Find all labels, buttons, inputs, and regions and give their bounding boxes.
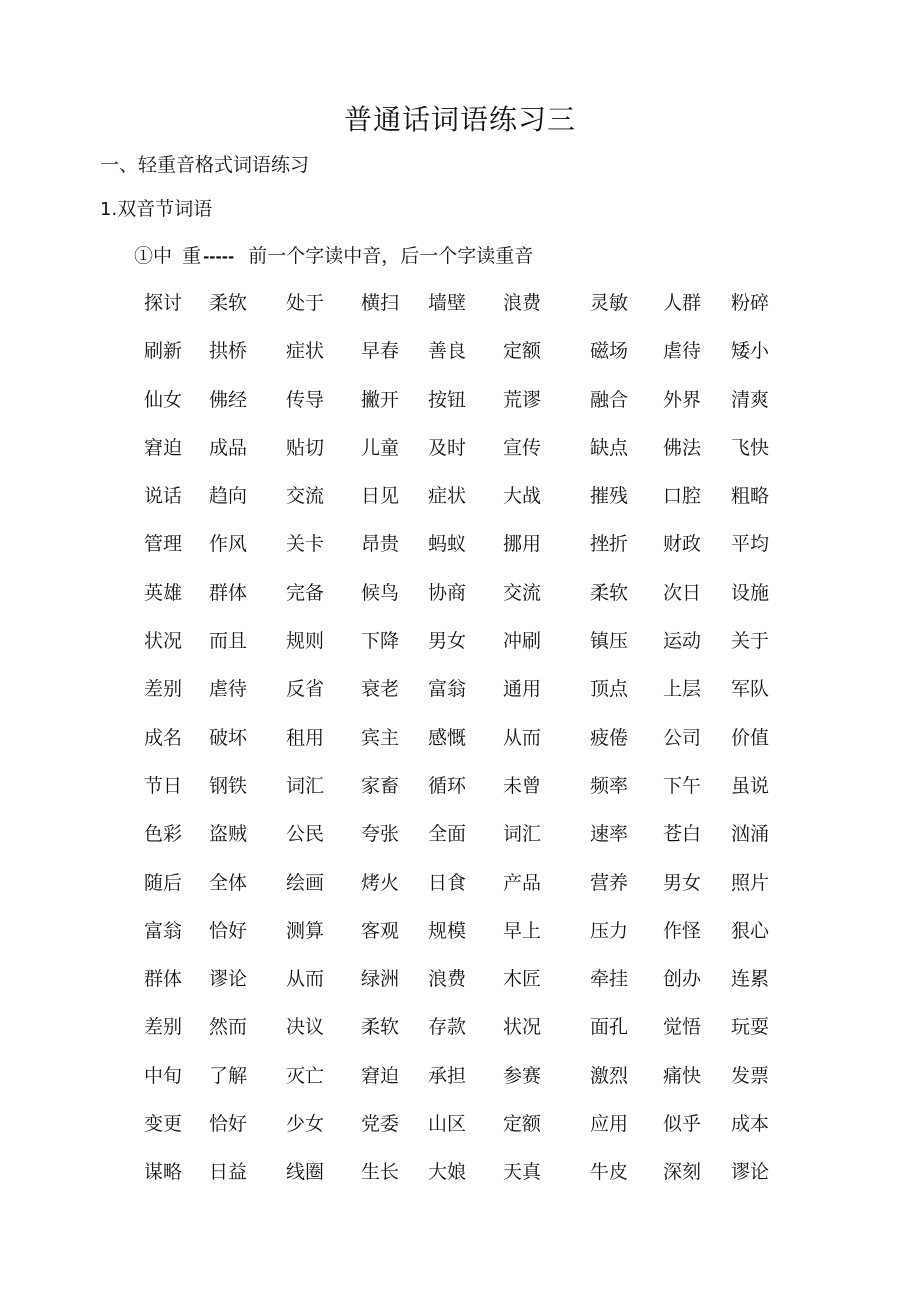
word-item: 成本 bbox=[731, 1113, 770, 1136]
word-item: 决议 bbox=[286, 1016, 325, 1039]
word-item: 下降 bbox=[361, 630, 400, 653]
word-row bbox=[0, 481, 920, 529]
word-item: 顶点 bbox=[590, 678, 629, 701]
word-item: 人群 bbox=[663, 292, 702, 314]
word-item: 创办 bbox=[663, 968, 702, 991]
word-item: 大战 bbox=[503, 485, 542, 508]
word-item: 未曾 bbox=[503, 774, 542, 797]
word-item: 男女 bbox=[663, 871, 702, 894]
word-item: 反省 bbox=[286, 678, 325, 701]
pattern-marker: ①中 bbox=[134, 245, 173, 267]
word-row bbox=[0, 385, 920, 433]
word-item: 恰好 bbox=[209, 1113, 248, 1136]
word-item: 钢铁 bbox=[209, 774, 248, 797]
word-item: 外界 bbox=[663, 388, 702, 411]
word-item: 痛快 bbox=[663, 1064, 702, 1087]
word-item: 夸张 bbox=[361, 823, 400, 846]
word-item: 粉碎 bbox=[731, 292, 770, 314]
word-item: 玩耍 bbox=[731, 1016, 770, 1039]
word-item: 矮小 bbox=[731, 340, 770, 363]
pattern-description: 前一个字读中音，后一个字读重音 bbox=[248, 245, 534, 267]
word-item: 柔软 bbox=[590, 581, 629, 604]
word-item: 刷新 bbox=[144, 340, 183, 363]
word-item: 照片 bbox=[731, 871, 770, 894]
word-item: 词汇 bbox=[286, 774, 325, 797]
word-item: 墙壁 bbox=[428, 292, 467, 314]
word-item: 狠心 bbox=[731, 919, 770, 942]
subsection-heading bbox=[100, 194, 212, 225]
word-item: 缺点 bbox=[590, 436, 629, 459]
word-item: 承担 bbox=[428, 1064, 467, 1087]
word-item: 谬论 bbox=[209, 968, 248, 991]
word-item: 公民 bbox=[286, 823, 325, 846]
word-item: 飞快 bbox=[731, 436, 770, 459]
word-item: 趋向 bbox=[209, 485, 248, 508]
word-item: 汹涌 bbox=[731, 823, 770, 846]
word-item: 绘画 bbox=[286, 871, 325, 894]
word-item: 产品 bbox=[503, 871, 542, 894]
word-item: 柔软 bbox=[361, 1016, 400, 1039]
word-item: 感慨 bbox=[428, 726, 467, 749]
word-item: 关于 bbox=[731, 630, 770, 653]
word-item: 党委 bbox=[361, 1113, 400, 1136]
word-item: 挫折 bbox=[590, 533, 629, 556]
word-item: 生长 bbox=[361, 1161, 400, 1184]
word-item: 深刻 bbox=[663, 1161, 702, 1184]
word-item: 价值 bbox=[731, 726, 770, 749]
word-item: 财政 bbox=[663, 533, 702, 556]
word-item: 成品 bbox=[209, 436, 248, 459]
word-item: 粗略 bbox=[731, 485, 770, 508]
word-row bbox=[0, 1109, 920, 1157]
word-item: 成名 bbox=[144, 726, 183, 749]
word-item: 连累 bbox=[731, 968, 770, 991]
word-item: 词汇 bbox=[503, 823, 542, 846]
word-item: 恰好 bbox=[209, 919, 248, 942]
word-row bbox=[0, 1157, 920, 1205]
word-item: 及时 bbox=[428, 436, 467, 459]
word-item: 交流 bbox=[503, 581, 542, 604]
word-item: 横扫 bbox=[361, 292, 400, 314]
word-item: 设施 bbox=[731, 581, 770, 604]
word-item: 柔软 bbox=[209, 292, 248, 314]
word-item: 少女 bbox=[286, 1113, 325, 1136]
word-item: 疲倦 bbox=[590, 726, 629, 749]
word-item: 灵敏 bbox=[590, 292, 629, 314]
word-item: 烤火 bbox=[361, 871, 400, 894]
word-item: 佛经 bbox=[209, 388, 248, 411]
word-item: 镇压 bbox=[590, 630, 629, 653]
word-item: 早上 bbox=[503, 919, 542, 942]
word-item: 了解 bbox=[209, 1064, 248, 1087]
word-item: 而且 bbox=[209, 630, 248, 653]
subsection-label: 双音节词语 bbox=[117, 198, 213, 220]
word-item: 候鸟 bbox=[361, 581, 400, 604]
word-item: 日食 bbox=[428, 871, 467, 894]
word-item: 说话 bbox=[144, 485, 183, 508]
word-item: 谬论 bbox=[731, 1161, 770, 1184]
word-row bbox=[0, 1012, 920, 1060]
word-row bbox=[0, 868, 920, 916]
word-item: 富翁 bbox=[144, 919, 183, 942]
word-item: 口腔 bbox=[663, 485, 702, 508]
word-item: 从而 bbox=[503, 726, 542, 749]
word-item: 拱桥 bbox=[209, 340, 248, 363]
word-item: 日见 bbox=[361, 485, 400, 508]
word-row bbox=[0, 433, 920, 481]
word-item: 摧残 bbox=[590, 485, 629, 508]
word-item: 军队 bbox=[731, 678, 770, 701]
word-item: 全面 bbox=[428, 823, 467, 846]
word-item: 山区 bbox=[428, 1113, 467, 1136]
word-item: 通用 bbox=[503, 678, 542, 701]
page-title: 普通话词语练习三 bbox=[343, 103, 576, 136]
stress-pattern-line bbox=[134, 241, 533, 272]
word-item: 清爽 bbox=[731, 388, 770, 411]
word-item: 虽说 bbox=[731, 774, 770, 797]
subsection-number: 1. bbox=[100, 199, 118, 220]
word-item: 绿洲 bbox=[361, 968, 400, 991]
word-item: 挪用 bbox=[503, 533, 542, 556]
word-item: 传导 bbox=[286, 388, 325, 411]
word-item: 租用 bbox=[286, 726, 325, 749]
word-item: 公司 bbox=[663, 726, 702, 749]
word-item: 作怪 bbox=[663, 919, 702, 942]
word-row bbox=[0, 288, 920, 336]
word-item: 规则 bbox=[286, 630, 325, 653]
word-row bbox=[0, 819, 920, 867]
word-item: 然而 bbox=[209, 1016, 248, 1039]
word-item: 压力 bbox=[590, 919, 629, 942]
word-item: 定额 bbox=[503, 340, 542, 363]
word-item: 按钮 bbox=[428, 388, 467, 411]
word-item: 测算 bbox=[286, 919, 325, 942]
word-item: 蚂蚁 bbox=[428, 533, 467, 556]
word-item: 牛皮 bbox=[590, 1161, 629, 1184]
word-item: 激烈 bbox=[590, 1064, 629, 1087]
word-item: 差别 bbox=[144, 678, 183, 701]
word-item: 苍白 bbox=[663, 823, 702, 846]
word-item: 谋略 bbox=[144, 1161, 183, 1184]
word-row bbox=[0, 916, 920, 964]
word-item: 客观 bbox=[361, 919, 400, 942]
word-item: 似乎 bbox=[663, 1113, 702, 1136]
word-row bbox=[0, 964, 920, 1012]
word-item: 牵挂 bbox=[590, 968, 629, 991]
word-item: 交流 bbox=[286, 485, 325, 508]
word-item: 磁场 bbox=[590, 340, 629, 363]
word-item: 应用 bbox=[590, 1113, 629, 1136]
word-item: 虐待 bbox=[209, 678, 248, 701]
word-item: 天真 bbox=[503, 1161, 542, 1184]
word-item: 次日 bbox=[663, 581, 702, 604]
word-item: 运动 bbox=[663, 630, 702, 653]
section-heading: 一、轻重音格式词语练习 bbox=[100, 154, 310, 176]
word-item: 色彩 bbox=[144, 823, 183, 846]
word-item: 存款 bbox=[428, 1016, 467, 1039]
word-item: 破坏 bbox=[209, 726, 248, 749]
word-item: 大娘 bbox=[428, 1161, 467, 1184]
word-item: 群体 bbox=[209, 581, 248, 604]
pattern-dash: ----- bbox=[203, 248, 235, 266]
word-row bbox=[0, 529, 920, 577]
word-item: 贴切 bbox=[286, 436, 325, 459]
word-item: 面孔 bbox=[590, 1016, 629, 1039]
word-item: 从而 bbox=[286, 968, 325, 991]
word-item: 仙女 bbox=[144, 388, 183, 411]
word-item: 儿童 bbox=[361, 436, 400, 459]
word-item: 冲刷 bbox=[503, 630, 542, 653]
word-item: 男女 bbox=[428, 630, 467, 653]
word-row bbox=[0, 578, 920, 626]
word-item: 节日 bbox=[144, 774, 183, 797]
word-item: 木匠 bbox=[503, 968, 542, 991]
word-item: 窘迫 bbox=[361, 1064, 400, 1087]
word-item: 虐待 bbox=[663, 340, 702, 363]
word-item: 日益 bbox=[209, 1161, 248, 1184]
word-item: 英雄 bbox=[144, 581, 183, 604]
word-item: 家畜 bbox=[361, 774, 400, 797]
word-item: 参赛 bbox=[503, 1064, 542, 1087]
word-row bbox=[0, 771, 920, 819]
word-row bbox=[0, 674, 920, 722]
word-practice-grid bbox=[0, 288, 920, 1206]
word-item: 定额 bbox=[503, 1113, 542, 1136]
word-item: 管理 bbox=[144, 533, 183, 556]
word-row bbox=[0, 1061, 920, 1109]
word-item: 线圈 bbox=[286, 1161, 325, 1184]
word-item: 撇开 bbox=[361, 388, 400, 411]
word-item: 灭亡 bbox=[286, 1064, 325, 1087]
word-item: 变更 bbox=[144, 1113, 183, 1136]
word-item: 规模 bbox=[428, 919, 467, 942]
word-item: 昂贵 bbox=[361, 533, 400, 556]
word-item: 症状 bbox=[428, 485, 467, 508]
word-item: 浪费 bbox=[428, 968, 467, 991]
word-item: 荒谬 bbox=[503, 388, 542, 411]
word-item: 全体 bbox=[209, 871, 248, 894]
word-item: 宣传 bbox=[503, 436, 542, 459]
word-item: 差别 bbox=[144, 1016, 183, 1039]
word-item: 随后 bbox=[144, 871, 183, 894]
word-item: 群体 bbox=[144, 968, 183, 991]
word-item: 营养 bbox=[590, 871, 629, 894]
word-item: 速率 bbox=[590, 823, 629, 846]
word-item: 状况 bbox=[144, 630, 183, 653]
word-item: 发票 bbox=[731, 1064, 770, 1087]
word-item: 关卡 bbox=[286, 533, 325, 556]
word-row bbox=[0, 723, 920, 771]
word-item: 浪费 bbox=[503, 292, 542, 314]
word-item: 完备 bbox=[286, 581, 325, 604]
word-item: 盗贼 bbox=[209, 823, 248, 846]
word-item: 宾主 bbox=[361, 726, 400, 749]
word-item: 善良 bbox=[428, 340, 467, 363]
word-item: 下午 bbox=[663, 774, 702, 797]
word-item: 协商 bbox=[428, 581, 467, 604]
word-item: 作风 bbox=[209, 533, 248, 556]
word-item: 富翁 bbox=[428, 678, 467, 701]
word-item: 上层 bbox=[663, 678, 702, 701]
word-item: 处于 bbox=[286, 292, 325, 314]
word-row bbox=[0, 336, 920, 384]
word-item: 佛法 bbox=[663, 436, 702, 459]
word-item: 状况 bbox=[503, 1016, 542, 1039]
word-row bbox=[0, 626, 920, 674]
word-item: 融合 bbox=[590, 388, 629, 411]
word-item: 频率 bbox=[590, 774, 629, 797]
word-item: 窘迫 bbox=[144, 436, 183, 459]
pattern-stress: 重 bbox=[182, 245, 202, 267]
word-item: 早春 bbox=[361, 340, 400, 363]
word-item: 平均 bbox=[731, 533, 770, 556]
word-item: 症状 bbox=[286, 340, 325, 363]
word-item: 衰老 bbox=[361, 678, 400, 701]
word-item: 循环 bbox=[428, 774, 467, 797]
word-item: 探讨 bbox=[144, 292, 183, 314]
word-item: 觉悟 bbox=[663, 1016, 702, 1039]
word-item: 中旬 bbox=[144, 1064, 183, 1087]
